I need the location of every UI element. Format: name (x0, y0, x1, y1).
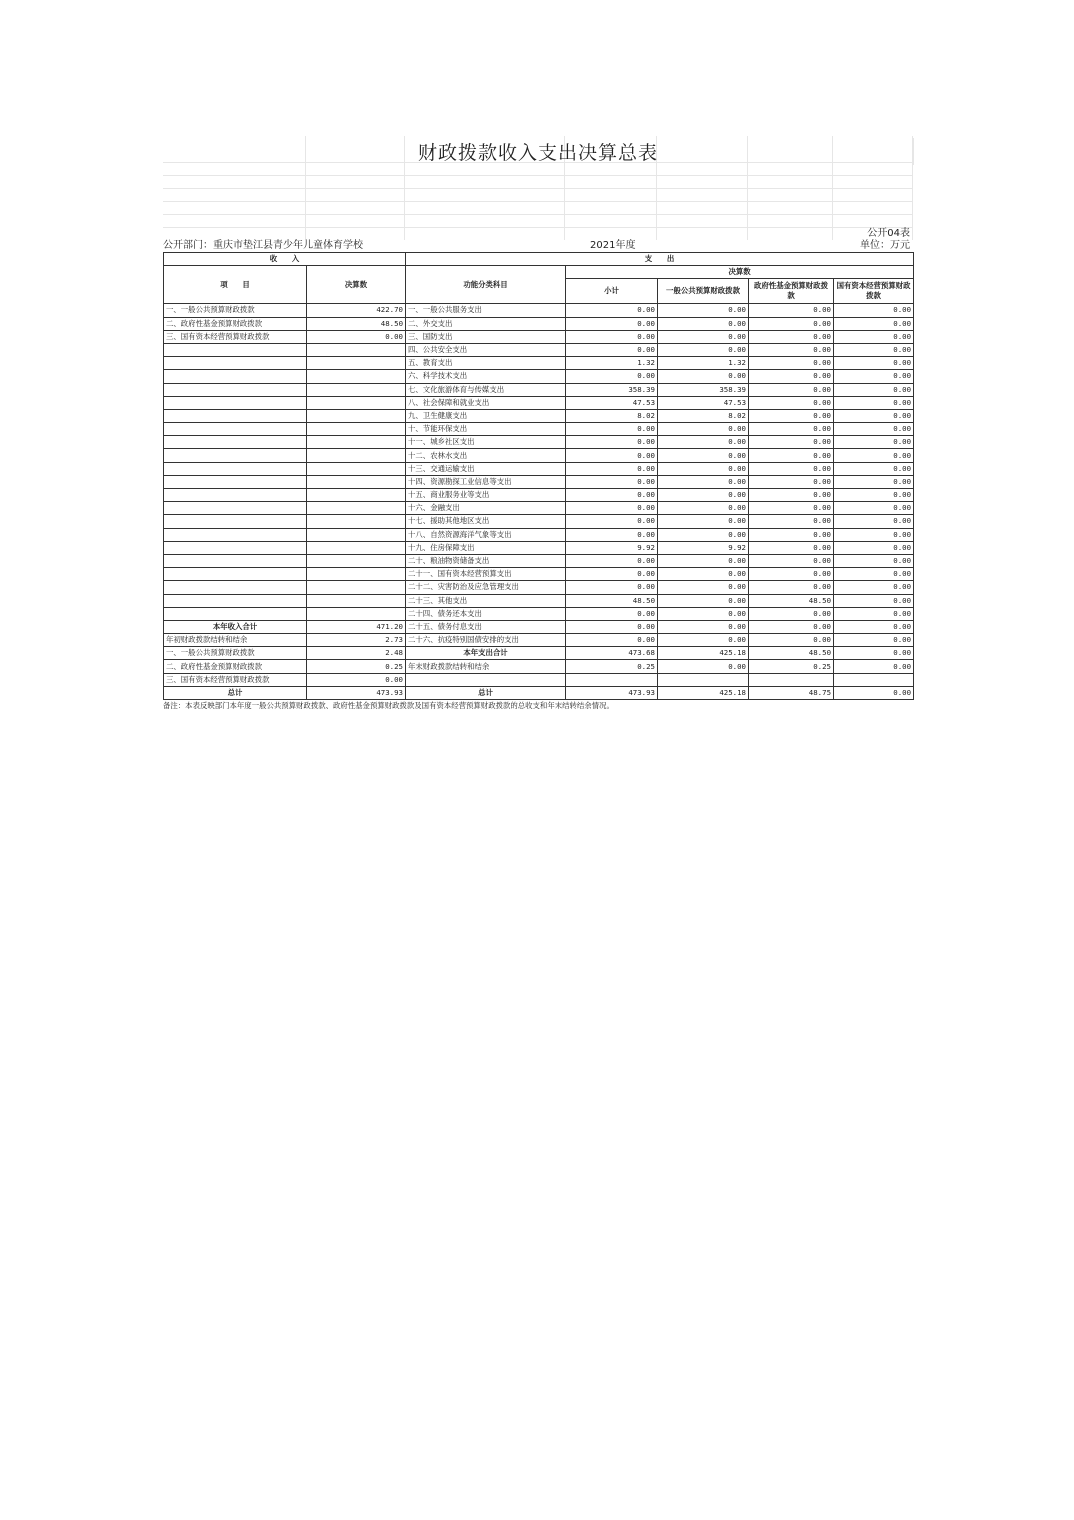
expense-item-cell: 总计 (406, 686, 566, 699)
title-row (163, 136, 913, 162)
general-budget-cell: 0.00 (658, 317, 749, 330)
department: 公开部门：重庆市垫江县青少年儿童体育学校 (163, 240, 363, 251)
gov-fund-cell: 0.00 (749, 634, 834, 647)
expense-item-cell: 二十四、债务还本支出 (406, 607, 566, 620)
expense-item-cell: 二十五、债务付息支出 (406, 620, 566, 633)
general-budget-cell: 0.00 (658, 515, 749, 528)
gov-fund-cell: 0.00 (749, 607, 834, 620)
income-amount-cell (307, 370, 406, 383)
blank-row (163, 201, 913, 214)
subtotal-cell: 0.00 (566, 343, 658, 356)
table-row (164, 357, 914, 370)
income-item-cell: 二、政府性基金预算财政拨款 (164, 317, 307, 330)
income-amount-cell (307, 436, 406, 449)
general-budget-cell: 0.00 (658, 528, 749, 541)
general-budget-cell: 0.00 (658, 449, 749, 462)
gov-fund-cell: 0.00 (749, 541, 834, 554)
expense-item-cell: 十三、交通运输支出 (406, 462, 566, 475)
table-row (164, 673, 914, 686)
income-item-cell (164, 409, 307, 422)
table-row (164, 370, 914, 383)
expense-item-cell: 七、文化旅游体育与传媒支出 (406, 383, 566, 396)
income-item-cell (164, 515, 307, 528)
state-capital-cell: 0.00 (834, 423, 914, 436)
gov-fund-cell: 0.00 (749, 462, 834, 475)
table-row (164, 660, 914, 673)
gov-fund-cell: 0.00 (749, 304, 834, 317)
income-amount-cell (307, 502, 406, 515)
subtotal-cell: 0.00 (566, 317, 658, 330)
gov-fund-cell: 0.00 (749, 554, 834, 567)
gov-fund-cell: 0.00 (749, 343, 834, 356)
gov-fund-cell: 0.00 (749, 383, 834, 396)
table-row (164, 330, 914, 343)
expense-item-cell: 十二、农林水支出 (406, 449, 566, 462)
blank-row (163, 188, 913, 201)
expense-item-cell: 十一、城乡社区支出 (406, 436, 566, 449)
state-capital-cell: 0.00 (834, 594, 914, 607)
income-item-cell: 三、国有资本经营预算财政拨款 (164, 673, 307, 686)
expense-item-cell: 一、一般公共服务支出 (406, 304, 566, 317)
header-row (164, 253, 914, 266)
expense-item-cell: 二十二、灾害防治及应急管理支出 (406, 581, 566, 594)
income-amount-cell: 422.70 (307, 304, 406, 317)
subtotal-cell: 0.00 (566, 515, 658, 528)
expense-item-cell: 九、卫生健康支出 (406, 409, 566, 422)
table-row (164, 554, 914, 567)
income-amount-cell: 0.25 (307, 660, 406, 673)
income-item-cell (164, 449, 307, 462)
general-budget-cell: 425.18 (658, 686, 749, 699)
income-item-cell: 二、政府性基金预算财政拨款 (164, 660, 307, 673)
expense-header: 支 出 (406, 253, 914, 266)
income-amount-cell (307, 528, 406, 541)
income-amount-cell: 2.48 (307, 647, 406, 660)
state-capital-cell: 0.00 (834, 449, 914, 462)
income-amount-cell: 0.00 (307, 330, 406, 343)
final-header: 决算数 (566, 266, 914, 279)
subtotal-cell: 48.50 (566, 594, 658, 607)
state-capital-cell: 0.00 (834, 396, 914, 409)
subtotal-cell: 0.00 (566, 502, 658, 515)
income-item-cell (164, 568, 307, 581)
gov-fund-header: 政府性基金预算财政拨款 (749, 279, 834, 304)
subtotal-cell: 0.25 (566, 660, 658, 673)
income-amount-cell (307, 541, 406, 554)
state-capital-cell: 0.00 (834, 541, 914, 554)
subtotal-cell: 0.00 (566, 607, 658, 620)
state-capital-cell: 0.00 (834, 515, 914, 528)
expense-item-cell: 二十、粮油物资储备支出 (406, 554, 566, 567)
gov-fund-cell: 0.00 (749, 436, 834, 449)
table-row (164, 396, 914, 409)
gov-fund-cell: 0.00 (749, 357, 834, 370)
income-item-cell (164, 554, 307, 567)
subtotal-cell: 0.00 (566, 489, 658, 502)
state-capital-cell: 0.00 (834, 370, 914, 383)
income-amount-cell (307, 489, 406, 502)
table-row (164, 489, 914, 502)
gov-fund-cell: 0.00 (749, 528, 834, 541)
state-capital-cell: 0.00 (834, 660, 914, 673)
income-amount-cell (307, 554, 406, 567)
gov-fund-cell (749, 673, 834, 686)
income-item-cell: 总计 (164, 686, 307, 699)
general-budget-cell: 0.00 (658, 568, 749, 581)
income-item-cell (164, 462, 307, 475)
income-item-cell (164, 357, 307, 370)
table-row (164, 436, 914, 449)
general-budget-cell: 0.00 (658, 660, 749, 673)
income-item-cell (164, 489, 307, 502)
subtotal-cell: 0.00 (566, 528, 658, 541)
subtotal-cell: 0.00 (566, 634, 658, 647)
expense-item-cell: 五、教育支出 (406, 357, 566, 370)
state-capital-cell: 0.00 (834, 686, 914, 699)
income-amount-cell: 471.20 (307, 620, 406, 633)
table-row (164, 304, 914, 317)
expense-item-cell (406, 673, 566, 686)
general-budget-cell: 0.00 (658, 423, 749, 436)
income-item-cell: 本年收入合计 (164, 620, 307, 633)
general-budget-header: 一般公共预算财政拨款 (658, 279, 749, 304)
income-amount-cell (307, 383, 406, 396)
subtotal-cell: 0.00 (566, 581, 658, 594)
general-budget-cell: 8.02 (658, 409, 749, 422)
table-row (164, 620, 914, 633)
subtotal-cell: 0.00 (566, 475, 658, 488)
table-row (164, 462, 914, 475)
income-amount-cell: 2.73 (307, 634, 406, 647)
income-item-cell (164, 528, 307, 541)
income-item-cell (164, 436, 307, 449)
state-capital-cell: 0.00 (834, 304, 914, 317)
state-capital-cell: 0.00 (834, 528, 914, 541)
general-budget-cell: 0.00 (658, 620, 749, 633)
income-amount-cell (307, 581, 406, 594)
gov-fund-cell: 48.75 (749, 686, 834, 699)
subtotal-cell: 47.53 (566, 396, 658, 409)
gov-fund-cell: 0.00 (749, 502, 834, 515)
state-capital-cell: 0.00 (834, 317, 914, 330)
general-budget-cell: 0.00 (658, 436, 749, 449)
header-row (164, 266, 914, 279)
subtotal-cell: 0.00 (566, 436, 658, 449)
page-title: 财政拨款收入支出决算总表 (163, 138, 914, 165)
expense-item-cell: 十七、援助其他地区支出 (406, 515, 566, 528)
income-amount-cell (307, 607, 406, 620)
subtotal-cell: 0.00 (566, 449, 658, 462)
general-budget-cell (658, 673, 749, 686)
general-budget-cell: 358.39 (658, 383, 749, 396)
func-class-header: 功能分类科目 (406, 266, 566, 304)
subtotal-cell: 473.68 (566, 647, 658, 660)
expense-item-cell: 二、外交支出 (406, 317, 566, 330)
subtotal-header: 小计 (566, 279, 658, 304)
general-budget-cell: 0.00 (658, 489, 749, 502)
gov-fund-cell: 0.00 (749, 423, 834, 436)
income-item-cell: 一、一般公共预算财政拨款 (164, 647, 307, 660)
expense-item-cell: 十九、住房保障支出 (406, 541, 566, 554)
expense-item-cell: 二十六、抗疫特别国债安排的支出 (406, 634, 566, 647)
gov-fund-cell: 0.00 (749, 620, 834, 633)
income-item-cell (164, 594, 307, 607)
table-row (164, 568, 914, 581)
gov-fund-cell: 0.00 (749, 489, 834, 502)
general-budget-cell: 0.00 (658, 594, 749, 607)
state-capital-cell: 0.00 (834, 568, 914, 581)
gov-fund-cell: 0.00 (749, 475, 834, 488)
expense-item-cell: 四、公共安全支出 (406, 343, 566, 356)
general-budget-cell: 0.00 (658, 581, 749, 594)
table-row (164, 634, 914, 647)
footnote: 备注：本表反映部门本年度一般公共预算财政拨款、政府性基金预算财政拨款及国有资本经营预算财政拨款的总收支和年末结转结余情况。 (163, 701, 614, 710)
general-budget-cell: 0.00 (658, 330, 749, 343)
general-budget-cell: 0.00 (658, 607, 749, 620)
income-item-cell (164, 581, 307, 594)
table-row (164, 594, 914, 607)
state-capital-cell: 0.00 (834, 343, 914, 356)
expense-item-cell: 八、社会保障和就业支出 (406, 396, 566, 409)
income-amount-cell (307, 396, 406, 409)
income-item-cell (164, 383, 307, 396)
subtotal-cell (566, 673, 658, 686)
state-capital-cell: 0.00 (834, 554, 914, 567)
general-budget-cell: 0.00 (658, 634, 749, 647)
state-capital-cell: 0.00 (834, 436, 914, 449)
income-item-cell (164, 423, 307, 436)
income-amount-cell (307, 449, 406, 462)
table-row (164, 528, 914, 541)
expense-item-cell: 十五、商业服务业等支出 (406, 489, 566, 502)
income-item-cell: 年初财政拨款结转和结余 (164, 634, 307, 647)
table-row (164, 541, 914, 554)
gov-fund-cell: 0.00 (749, 581, 834, 594)
general-budget-cell: 0.00 (658, 370, 749, 383)
subtotal-cell: 473.93 (566, 686, 658, 699)
income-amount-cell (307, 515, 406, 528)
income-amount-cell (307, 594, 406, 607)
table-row (164, 475, 914, 488)
general-budget-cell: 425.18 (658, 647, 749, 660)
subtotal-cell: 9.92 (566, 541, 658, 554)
table-row (164, 515, 914, 528)
table-row (164, 686, 914, 699)
state-capital-cell: 0.00 (834, 409, 914, 422)
gov-fund-cell: 0.00 (749, 449, 834, 462)
state-capital-cell: 0.00 (834, 475, 914, 488)
general-budget-cell: 0.00 (658, 462, 749, 475)
subtotal-cell: 358.39 (566, 383, 658, 396)
income-item-cell (164, 502, 307, 515)
expense-item-cell: 二十一、国有资本经营预算支出 (406, 568, 566, 581)
subtotal-cell: 1.32 (566, 357, 658, 370)
gov-fund-cell: 0.00 (749, 317, 834, 330)
table-row (164, 423, 914, 436)
gov-fund-cell: 0.25 (749, 660, 834, 673)
expense-item-cell: 十四、资源勘探工业信息等支出 (406, 475, 566, 488)
income-item-cell (164, 475, 307, 488)
amount-header: 决算数 (307, 266, 406, 304)
income-item-cell (164, 396, 307, 409)
table-row (164, 502, 914, 515)
income-amount-cell (307, 568, 406, 581)
budget-sheet (163, 136, 913, 712)
subtotal-cell: 0.00 (566, 304, 658, 317)
table-id: 公开04表 (867, 228, 910, 239)
income-amount-cell (307, 462, 406, 475)
subtotal-cell: 0.00 (566, 462, 658, 475)
year: 2021年度 (590, 240, 636, 251)
blank-row (163, 227, 913, 240)
expense-item-cell: 三、国防支出 (406, 330, 566, 343)
general-budget-cell: 0.00 (658, 304, 749, 317)
expense-item-cell: 年末财政拨款结转和结余 (406, 660, 566, 673)
subtotal-cell: 8.02 (566, 409, 658, 422)
income-item-cell (164, 343, 307, 356)
unit: 单位：万元 (860, 240, 910, 251)
table-row (164, 449, 914, 462)
expense-item-cell: 十八、自然资源海洋气象等支出 (406, 528, 566, 541)
expense-item-cell: 二十三、其他支出 (406, 594, 566, 607)
state-capital-cell: 0.00 (834, 607, 914, 620)
state-capital-cell: 0.00 (834, 620, 914, 633)
table-row (164, 581, 914, 594)
gov-fund-cell: 0.00 (749, 396, 834, 409)
state-capital-cell: 0.00 (834, 634, 914, 647)
expense-item-cell: 本年支出合计 (406, 647, 566, 660)
income-item-cell (164, 370, 307, 383)
table-row (164, 607, 914, 620)
general-budget-cell: 9.92 (658, 541, 749, 554)
table-row (164, 317, 914, 330)
income-item-cell: 一、一般公共预算财政拨款 (164, 304, 307, 317)
income-amount-cell (307, 423, 406, 436)
state-capital-cell: 0.00 (834, 383, 914, 396)
income-item-cell: 三、国有资本经营预算财政拨款 (164, 330, 307, 343)
state-capital-cell: 0.00 (834, 502, 914, 515)
gov-fund-cell: 0.00 (749, 568, 834, 581)
income-amount-cell (307, 475, 406, 488)
table-row (164, 343, 914, 356)
state-capital-header: 国有资本经营预算财政拨款 (834, 279, 914, 304)
meta-row (163, 240, 913, 252)
general-budget-cell: 0.00 (658, 502, 749, 515)
subtotal-cell: 0.00 (566, 370, 658, 383)
state-capital-cell (834, 673, 914, 686)
subtotal-cell: 0.00 (566, 568, 658, 581)
budget-table (163, 252, 914, 700)
gov-fund-cell: 48.50 (749, 647, 834, 660)
gov-fund-cell: 0.00 (749, 515, 834, 528)
blank-row (163, 214, 913, 227)
table-row (164, 383, 914, 396)
state-capital-cell: 0.00 (834, 489, 914, 502)
subtotal-cell: 0.00 (566, 620, 658, 633)
blank-row (163, 175, 913, 188)
general-budget-cell: 0.00 (658, 343, 749, 356)
income-amount-cell (307, 343, 406, 356)
state-capital-cell: 0.00 (834, 462, 914, 475)
state-capital-cell: 0.00 (834, 357, 914, 370)
income-header: 收 入 (164, 253, 406, 266)
income-amount-cell: 0.00 (307, 673, 406, 686)
income-amount-cell: 48.50 (307, 317, 406, 330)
subtotal-cell: 0.00 (566, 554, 658, 567)
gov-fund-cell: 0.00 (749, 409, 834, 422)
income-amount-cell: 473.93 (307, 686, 406, 699)
expense-item-cell: 十、节能环保支出 (406, 423, 566, 436)
income-item-cell (164, 607, 307, 620)
state-capital-cell: 0.00 (834, 647, 914, 660)
state-capital-cell: 0.00 (834, 330, 914, 343)
income-amount-cell (307, 409, 406, 422)
state-capital-cell: 0.00 (834, 581, 914, 594)
general-budget-cell: 0.00 (658, 554, 749, 567)
general-budget-cell: 47.53 (658, 396, 749, 409)
expense-item-cell: 十六、金融支出 (406, 502, 566, 515)
gov-fund-cell: 0.00 (749, 370, 834, 383)
item-header: 项 目 (164, 266, 307, 304)
table-row (164, 647, 914, 660)
general-budget-cell: 0.00 (658, 475, 749, 488)
income-amount-cell (307, 357, 406, 370)
income-item-cell (164, 541, 307, 554)
expense-item-cell: 六、科学技术支出 (406, 370, 566, 383)
gov-fund-cell: 48.50 (749, 594, 834, 607)
gov-fund-cell: 0.00 (749, 330, 834, 343)
general-budget-cell: 1.32 (658, 357, 749, 370)
subtotal-cell: 0.00 (566, 330, 658, 343)
table-row (164, 409, 914, 422)
subtotal-cell: 0.00 (566, 423, 658, 436)
